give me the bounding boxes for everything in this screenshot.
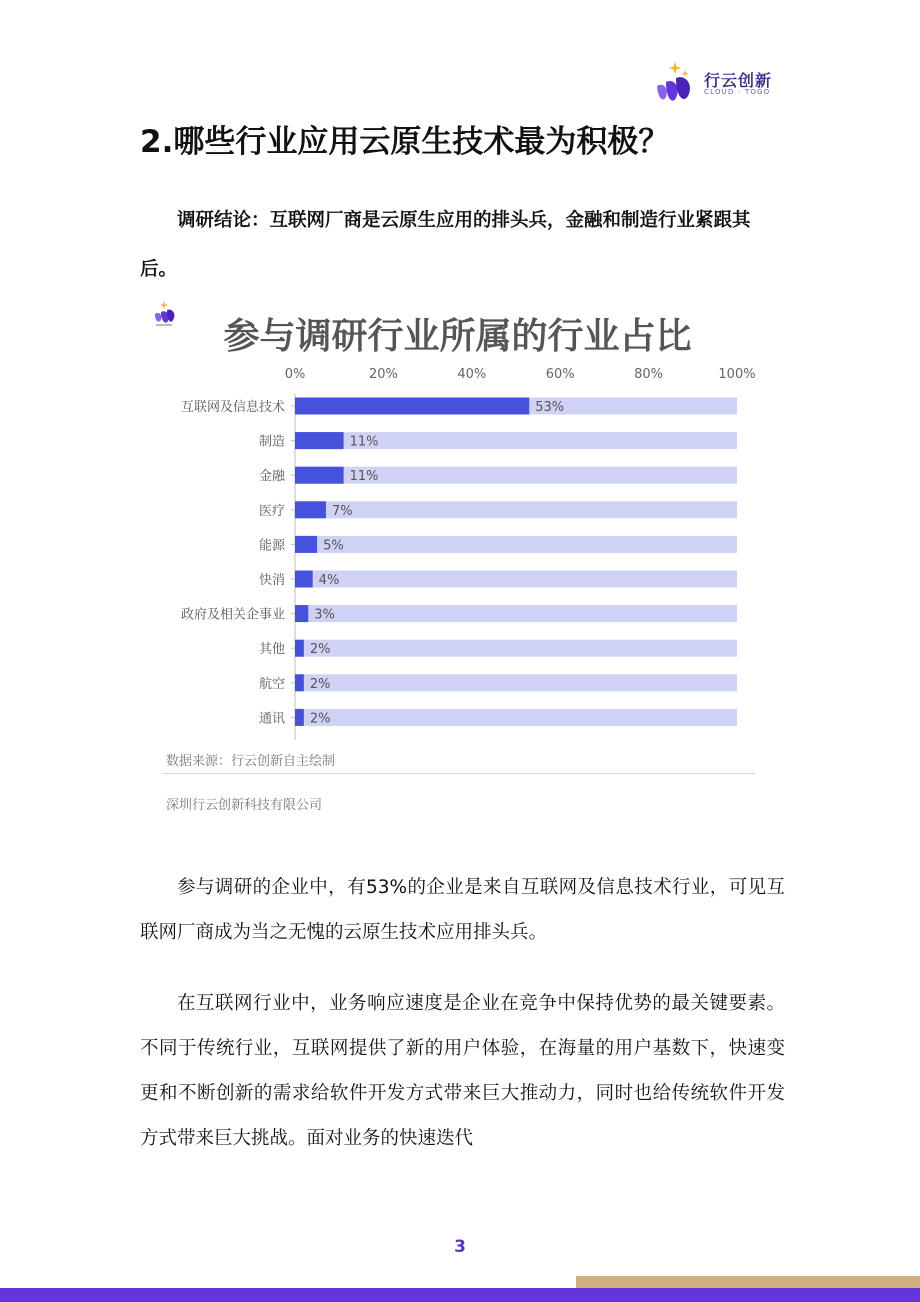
bar (295, 467, 344, 484)
bar (295, 536, 317, 553)
category-label: 制造 (258, 434, 285, 450)
category-label: 能源 (258, 538, 285, 554)
bar-value-label: 5% (323, 538, 344, 554)
bar-value-label: 3% (314, 607, 335, 623)
industry-share-chart (150, 300, 765, 820)
bar (295, 571, 313, 588)
x-tick-label: 0% (284, 367, 306, 382)
x-tick-label: 100% (718, 367, 756, 382)
bar-track (295, 571, 737, 588)
brand-subtitle: CLOUD · TOGO (704, 88, 771, 96)
bar-value-label: 2% (309, 642, 331, 658)
bar-value-label: 11% (349, 469, 379, 485)
bar (295, 501, 326, 518)
bar-track (295, 674, 737, 691)
chart-company: 深圳行云创新科技有限公司 (166, 798, 323, 813)
brand-logo (654, 60, 784, 104)
paragraph-1: 参与调研的企业中，有53%的企业是来自互联网及信息技术行业，可见互联网厂商成为当之无愧的云原生技术应用排头兵。 (140, 877, 785, 943)
bar-value-label: 11% (349, 434, 379, 450)
footer-purple-bar (0, 1288, 920, 1302)
category-label: 航空 (258, 676, 285, 692)
bar-track (295, 709, 737, 726)
category-label: 政府及相关企事业 (180, 607, 285, 623)
category-label: 互联网及信息技术 (180, 400, 285, 415)
x-tick-label: 40% (457, 367, 487, 382)
chart-divider (162, 773, 755, 774)
company-badge-icon (150, 300, 178, 328)
chart-title: 参与调研行业所属的行业占比 (223, 316, 692, 357)
bar (295, 674, 304, 691)
bar-track (295, 501, 737, 518)
survey-conclusion: 调研结论：互联网厂商是云原生应用的排头兵，金融和制造行业紧跟其后。 (140, 210, 751, 280)
bar-value-label: 2% (309, 711, 331, 727)
bar (295, 605, 308, 622)
bar (295, 432, 344, 449)
page-number: 3 (454, 1237, 466, 1257)
category-label: 通讯 (258, 711, 285, 727)
chart-source: 数据来源：行云创新自主绘制 (166, 754, 336, 769)
bar-value-label: 7% (331, 503, 353, 519)
category-label: 其他 (258, 642, 285, 658)
paragraph-2: 在互联网行业中，业务响应速度是企业在竞争中保持优势的最关键要素。不同于传统行业，互联网提供了新的用户体验，在海量的用户基数下，快速变更和不断创新的需求给软件开发方式带来巨大推动力，同时也给传统软件开发方式带来巨大挑战。面对业务的快速迭代 (140, 993, 785, 1149)
chart-plot (150, 300, 765, 740)
brand-logo-icon (654, 60, 700, 104)
category-label: 医疗 (258, 503, 285, 519)
bar (295, 398, 529, 415)
section-title: 2.哪些行业应用云原生技术最为积极？ (140, 124, 670, 160)
x-tick-label: 20% (368, 367, 398, 382)
x-tick-label: 60% (545, 367, 575, 382)
bar-value-label: 2% (309, 676, 331, 692)
bar-track (295, 536, 737, 553)
category-label: 快消 (258, 573, 285, 588)
bar-value-label: 53% (535, 400, 565, 415)
x-tick-label: 80% (634, 367, 664, 382)
brand-name: 行云创新 (704, 71, 773, 90)
bar (295, 709, 304, 726)
category-label: 金融 (258, 469, 285, 485)
bar-value-label: 4% (318, 573, 340, 588)
bar-track (295, 640, 737, 657)
bar (295, 640, 304, 657)
footer-gold-bar (576, 1276, 920, 1288)
bar-track (295, 605, 737, 622)
